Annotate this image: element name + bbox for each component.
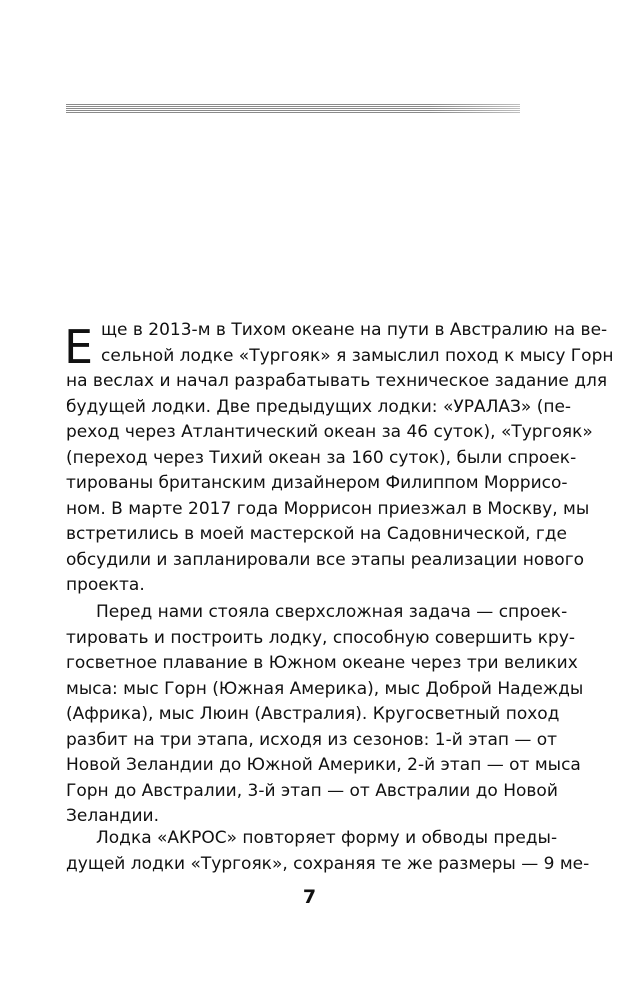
paragraph-1 bbox=[64, 318, 614, 599]
paragraph-2 bbox=[66, 600, 584, 830]
text-line: госветное плавание в Южном океане через три великих bbox=[66, 653, 578, 673]
text-line: Перед нами стояла сверхсложная задача — спроек- bbox=[96, 602, 568, 622]
text-line: сельной лодке «Тургояк» я замыслил поход к мысу Горн bbox=[101, 345, 614, 366]
text-line: Горн до Австралии, 3-й этап — от Австралии до Новой bbox=[66, 780, 558, 801]
text-line: тировать и построить лодку, способную совершить кру- bbox=[66, 627, 576, 648]
text-line: дущей лодки «Тургояк», сохраняя те же размеры — 9 ме- bbox=[66, 853, 590, 874]
text-line: Зеландии. bbox=[66, 806, 160, 826]
text-line: (переход через Тихий океан за 160 суток), были спроек- bbox=[66, 447, 577, 468]
text-line: разбит на три этапа, исходя из сезонов: 1-й этап — от bbox=[66, 729, 558, 750]
text-line: тированы британским дизайнером Филиппом Моррисо- bbox=[66, 473, 568, 493]
paragraph-3 bbox=[66, 826, 590, 877]
text-line: на веслах и начал разрабатывать техническое задание для bbox=[66, 371, 608, 391]
text-line: ще в 2013-м в Тихом океане на пути в Австралию на ве- bbox=[101, 320, 608, 340]
text-line: проекта. bbox=[66, 575, 145, 595]
text-line: Лодка «АКРОС» повторяет форму и обводы преды- bbox=[96, 828, 558, 848]
text-line: (Африка), мыс Люин (Австралия). Кругосветный поход bbox=[66, 704, 560, 724]
text-line: обсудили и запланировали все этапы реализации нового bbox=[66, 549, 585, 570]
text-line: будущей лодки. Две предыдущих лодки: «УРАЛАЗ» (пе- bbox=[66, 396, 572, 417]
text-line: Новой Зеландии до Южной Америки, 2-й этап — от мыса bbox=[66, 755, 581, 775]
text-line: мыса: мыс Горн (Южная Америка), мыс Доброй Надежды bbox=[66, 678, 584, 699]
text-line: ном. В марте 2017 года Моррисон приезжал в Москву, мы bbox=[66, 498, 590, 519]
text-line: встретились в моей мастерской на Садовнической, где bbox=[66, 524, 568, 544]
decorative-rule bbox=[66, 104, 520, 113]
text-line: реход через Атлантический океан за 46 суток), «Тургояк» bbox=[66, 422, 593, 442]
page-number: 7 bbox=[302, 886, 317, 908]
drop-cap: Е bbox=[64, 320, 94, 374]
